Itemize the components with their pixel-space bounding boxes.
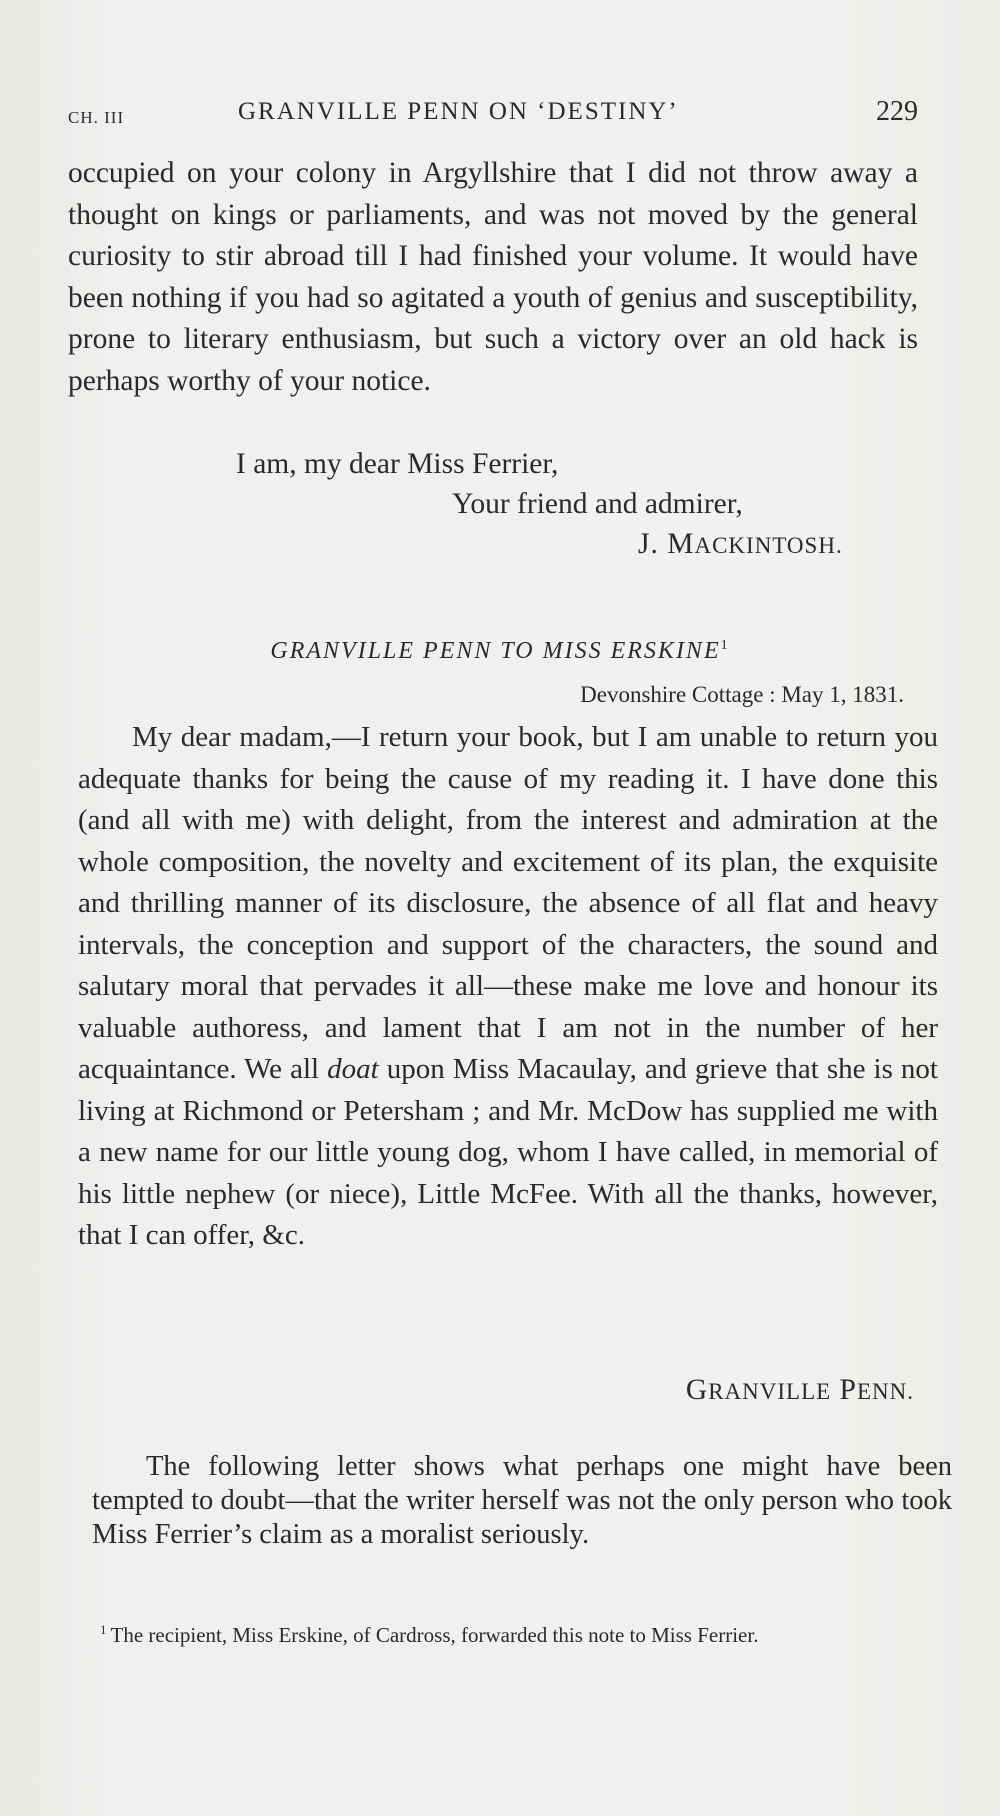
narrative-paragraph — [92, 1450, 952, 1552]
footnote-reference: 1 — [720, 638, 730, 653]
sig-small-ranville: RANVILLE — [708, 1379, 832, 1404]
page-number: 229 — [876, 96, 918, 127]
letter-text-part1: My dear madam,—I return your book, but I am unable to return you adequate thanks for being the cause of my reading it. I have done this (and all with me) with delight, from the interest and admiration at the whole composition, the novelty and excitement of its plan, the exquisite and thrilling manner of its disclosure, the absence of all flat and heavy intervals, the conception and support of the characters, the sound and salutary moral that pervades it all—these make me love and honour its valuable authoress, and lament that I am not in the number of her acquaintance. We all — [78, 721, 938, 1085]
paragraph-following-letter: The following letter shows what perhaps one might have been tempted to doubt—that the writer herself was not the only person who took Miss Ferrier’s claim as a moralist seriously. — [92, 1451, 952, 1550]
letter-heading-text: GRANVILLE PENN TO MISS ERSKINE — [270, 638, 721, 664]
signature-initial: J. M — [638, 528, 695, 560]
closing-valediction: Your friend and admirer, — [452, 488, 743, 520]
closing-salutation: I am, my dear Miss Ferrier, — [236, 448, 559, 480]
paragraph-continuation: occupied on your colony in Argyllshire that I did not throw away a thought on kings or parliaments, and was not moved by the general curiosity to stir abroad till I had finished your volume. It would have been nothing if you had so agitated a youth of genius and susceptibility, prone to literary enthusiasm, but such a victory over an old hack is perhaps worthy of your notice. — [68, 157, 918, 397]
letter-dateline: Devonshire Cottage : May 1, 1831. — [580, 682, 904, 707]
signature-mackintosh — [638, 528, 843, 561]
penn-letter-body — [78, 717, 938, 1257]
footnote-text: The recipient, Miss Erskine, of Cardross, forwarded this note to Miss Ferrier. — [110, 1623, 759, 1647]
footnote-number: 1 — [100, 1622, 107, 1637]
signature-penn — [686, 1374, 914, 1407]
italic-word: doat — [327, 1053, 379, 1085]
letter-heading — [0, 638, 1000, 665]
sig-small-enn: ENN. — [856, 1379, 914, 1404]
running-title: GRANVILLE PENN ON ‘DESTINY’ — [238, 98, 679, 125]
letter-text-part2: upon Miss Macaulay, and grieve that she is not living at Richmond or Petersham ; and Mr. McDow has supplied me with a new name for our little young dog, whom I have called, in memorial of his little nephew (or niece), Little McFee. With all the thanks, however, that I can offer, &c. — [78, 1053, 938, 1251]
running-head — [68, 96, 918, 136]
letter-paragraph — [78, 717, 938, 1257]
signature-rest: ACKINTOSH. — [694, 533, 843, 558]
mackintosh-letter-ending — [68, 153, 918, 402]
footnote — [100, 1618, 960, 1647]
sig-cap-p: P — [831, 1374, 857, 1406]
chapter-label: CH. III — [68, 108, 125, 127]
sig-cap-g: G — [685, 1374, 709, 1406]
